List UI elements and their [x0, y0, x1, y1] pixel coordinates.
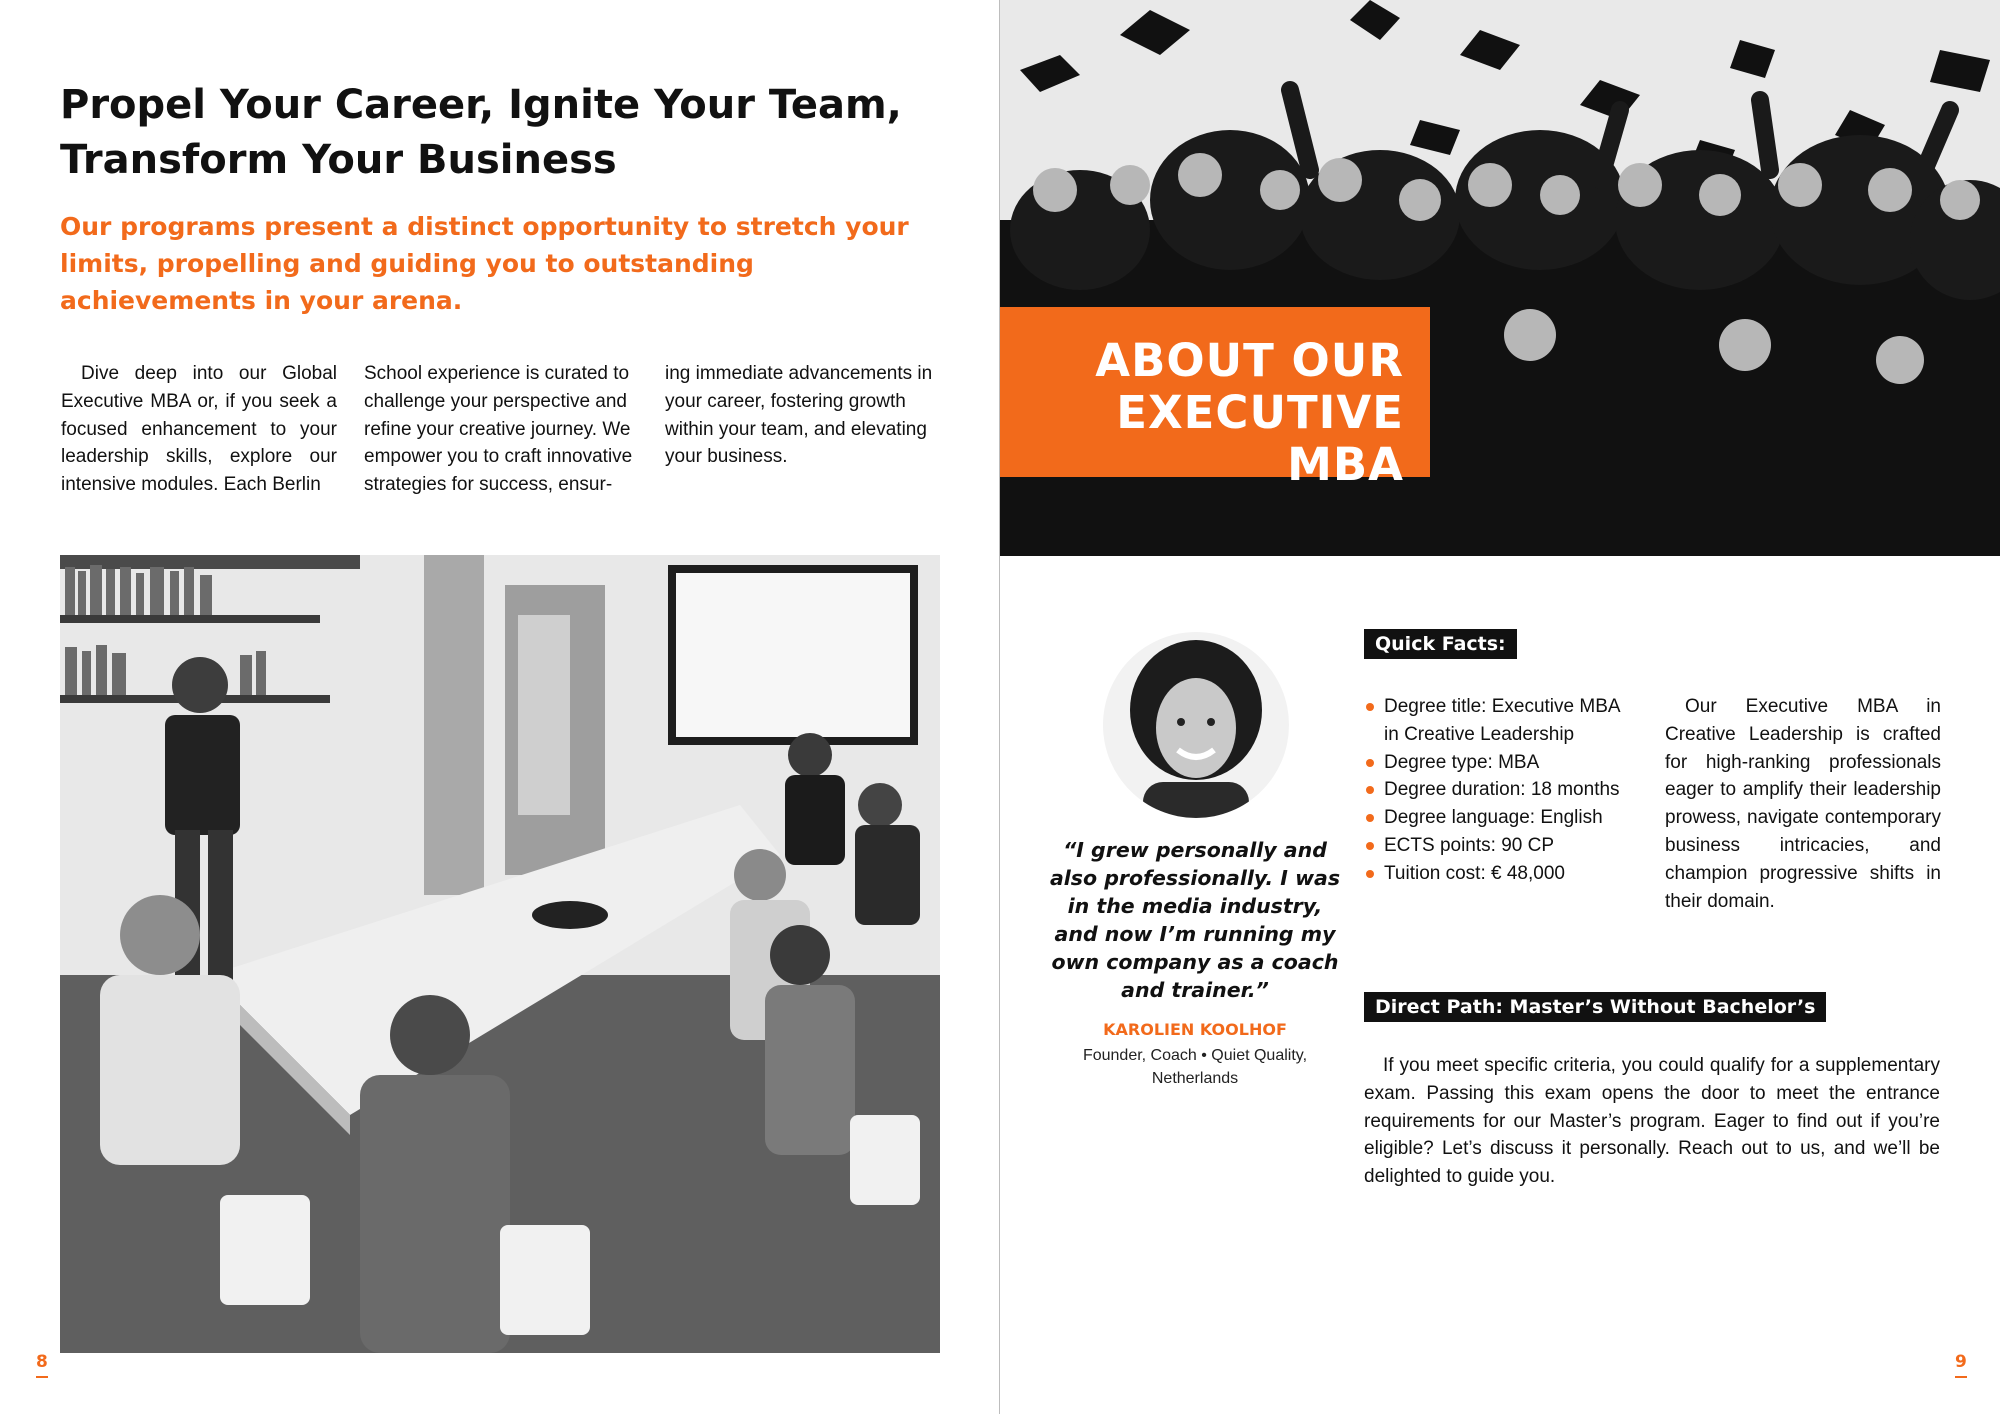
program-description: Our Executive MBA in Creative Leadership is crafted for high-ranking professionals eager to amplify their leadership prowess, navigate contemporary business intricacies, and champion progressive shifts in their domain.	[1665, 696, 1941, 912]
testimonial-portrait-illustration	[1103, 632, 1289, 818]
classroom-photo	[60, 555, 940, 1353]
about-title-box	[1000, 307, 1430, 491]
classroom-photo-illustration	[60, 555, 940, 1353]
fact-tuition-cost: Tuition cost: € 48,000	[1364, 860, 1639, 888]
fact-degree-duration: Degree duration: 18 months	[1364, 776, 1639, 804]
about-title-line-1: ABOUT OUR	[1095, 334, 1404, 387]
fact-ects-points: ECTS points: 90 CP	[1364, 832, 1639, 860]
right-page	[1000, 0, 2000, 1414]
fact-degree-language: Degree language: English	[1364, 804, 1639, 832]
body-column-1: Dive deep into our Global Executive MBA or, if you seek a focused enhancement to your leadership skills, explore our intensive modules. Each Berlin	[61, 363, 337, 496]
page-number-left: 8	[36, 1352, 48, 1372]
page-headline: Propel Your Career, Ignite Your Team, Transform Your Business	[60, 82, 902, 183]
fact-degree-title: Degree title: Executive MBA in Creative Leadership	[1364, 693, 1639, 749]
fact-degree-type: Degree type: MBA	[1364, 749, 1639, 777]
testimonial-role: Founder, Coach • Quiet Quality, Netherlands	[1082, 1047, 1308, 1087]
page-number-right: 9	[1955, 1352, 1967, 1372]
body-column-2: School experience is curated to challenge your perspective and refine your creative journey. We empower you to craft innovative strategies for success, ensur-	[364, 363, 633, 496]
body-column-3: ing immediate advancements in your career, fostering growth within your team, and elevating your business.	[665, 363, 933, 468]
quick-facts-list	[1364, 693, 1639, 888]
lead-paragraph: Our programs present a distinct opportunity to stretch your limits, propelling and guiding you to outstanding achievements in your arena.	[60, 212, 909, 315]
about-title-line-2: EXECUTIVE MBA	[1116, 386, 1404, 491]
testimonial-avatar	[1103, 632, 1289, 818]
direct-path-heading: Direct Path: Master’s Without Bachelor’s	[1364, 992, 1826, 1022]
direct-path-text: If you meet specific criteria, you could qualify for a supplementary exam. Passing this exam opens the door to meet the entrance requirements for our Master’s program. Eager to find out if you’re eligible? Let’s discuss it personally. Reach out to us, and we’ll be delighted to guide you.	[1364, 1055, 1940, 1188]
testimonial-name: KAROLIEN KOOLHOF	[1103, 1020, 1287, 1039]
testimonial-quote: “I grew personally and also professionally. I was in the media industry, and now I’m running my own company as a coach and trainer.”	[1049, 838, 1341, 1002]
quick-facts-heading: Quick Facts:	[1364, 629, 1517, 659]
